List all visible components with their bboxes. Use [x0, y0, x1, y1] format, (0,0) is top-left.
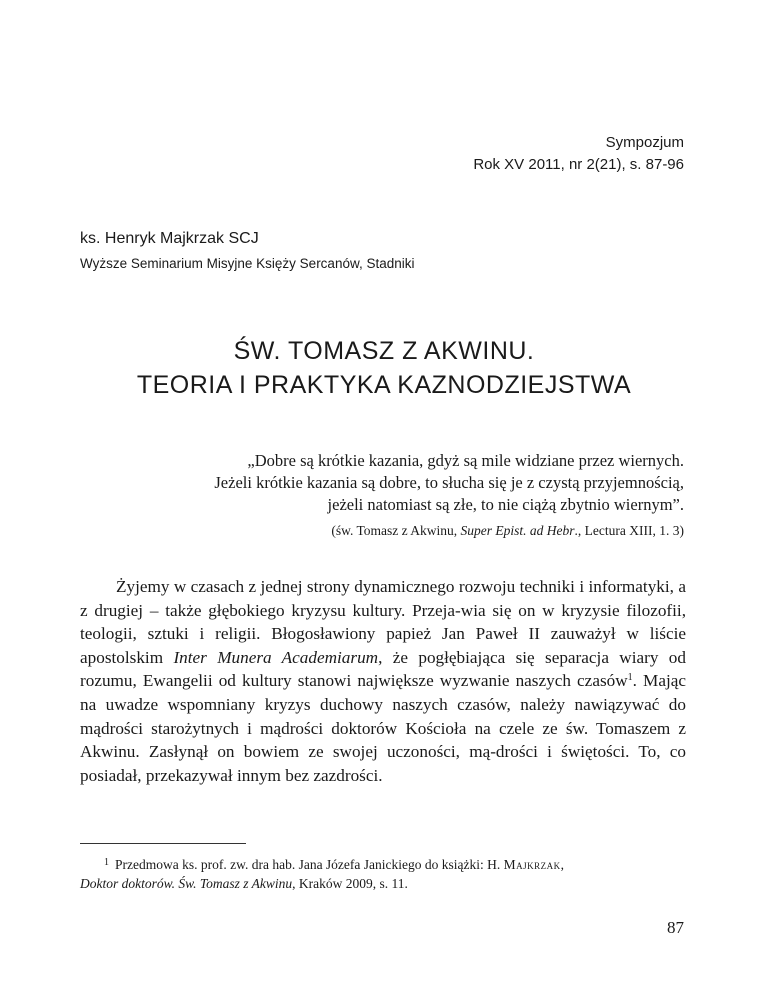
- motto-source-suffix: ., Lectura XIII, 1. 3): [574, 523, 684, 538]
- journal-name: Sympozjum: [605, 134, 684, 151]
- motto-line-3: jeżeli natomiast są złe, to nie ciążą zbytnio wiernym”.: [327, 495, 684, 514]
- motto-quote: [84, 450, 684, 516]
- footnote-author: Majkrzak: [503, 857, 561, 872]
- footnote-comma: ,: [560, 857, 565, 872]
- footnote-divider: [80, 843, 246, 844]
- journal-issue: Rok XV 2011, nr 2(21), s. 87-96: [473, 156, 684, 173]
- paragraph: [80, 575, 686, 787]
- motto-line-2: Jeżeli krótkie kazania są dobre, to słucha się je z czystą przyjemnością,: [214, 473, 684, 492]
- title-line-1: ŚW. TOMASZ Z AKWINU.: [233, 337, 535, 365]
- footnote-text-prefix: Przedmowa ks. prof. zw. dra hab. Jana Józefa Janickiego do książki: H.: [115, 857, 504, 872]
- motto-source: [331, 522, 684, 540]
- page-number: 87: [667, 918, 684, 937]
- body-italic-title: Inter Munera Academiarum: [173, 647, 379, 667]
- article-title: [0, 334, 768, 402]
- journal-header: [473, 132, 684, 176]
- body-text: [80, 575, 686, 787]
- author-affiliation: Wyższe Seminarium Misyjne Księży Sercanów, Stadniki: [80, 256, 415, 271]
- body-part-3: . Mając na uwadze wspomniany kryzys duchowy naszych czasów, należy nawiązywać do mądrości starożytnych i mądrości doktorów Kościoła na czele ze św. Tomaszem z Akwinu. Zasłynął on bowiem ze swojej uczoności, mą-drości i świętości. To, co posiadał, przekazywał innym bez zazdrości.: [80, 671, 686, 785]
- footnote-text-suffix: , Kraków 2009, s. 11.: [292, 876, 408, 891]
- body-part-1: Żyjemy w czasach z jednej strony dynamicznego rozwoju techniki i informatyki, a z drugiej – także głębokiego kryzysu kultury. Przeja-wia się on w kryzysie filozofii, teologii, sztuki i religii. Błogosławiony papież Jan Paweł II zauważył w liście apostolskim: [80, 577, 686, 667]
- footnote: [80, 853, 686, 893]
- footnote-reference[interactable]: 1: [627, 672, 633, 684]
- author-name: ks. Henryk Majkrzak SCJ: [80, 230, 259, 247]
- motto-source-prefix: (św. Tomasz z Akwinu,: [331, 523, 461, 538]
- footnote-book-title: Doktor doktorów. Św. Tomasz z Akwinu: [80, 876, 293, 891]
- body-part-2: , że pogłębiająca się separacja wiary od rozumu, Ewangelii od kultury stanowi największe wyzwanie naszych czasów: [80, 647, 686, 691]
- motto-source-title: Super Epist. ad Hebr: [460, 523, 575, 538]
- footnote-number: 1: [104, 857, 109, 868]
- motto-line-1: „Dobre są krótkie kazania, gdyż są mile widziane przez wiernych.: [247, 451, 684, 470]
- title-line-2: TEORIA I PRAKTYKA KAZNODZIEJSTWA: [136, 371, 632, 399]
